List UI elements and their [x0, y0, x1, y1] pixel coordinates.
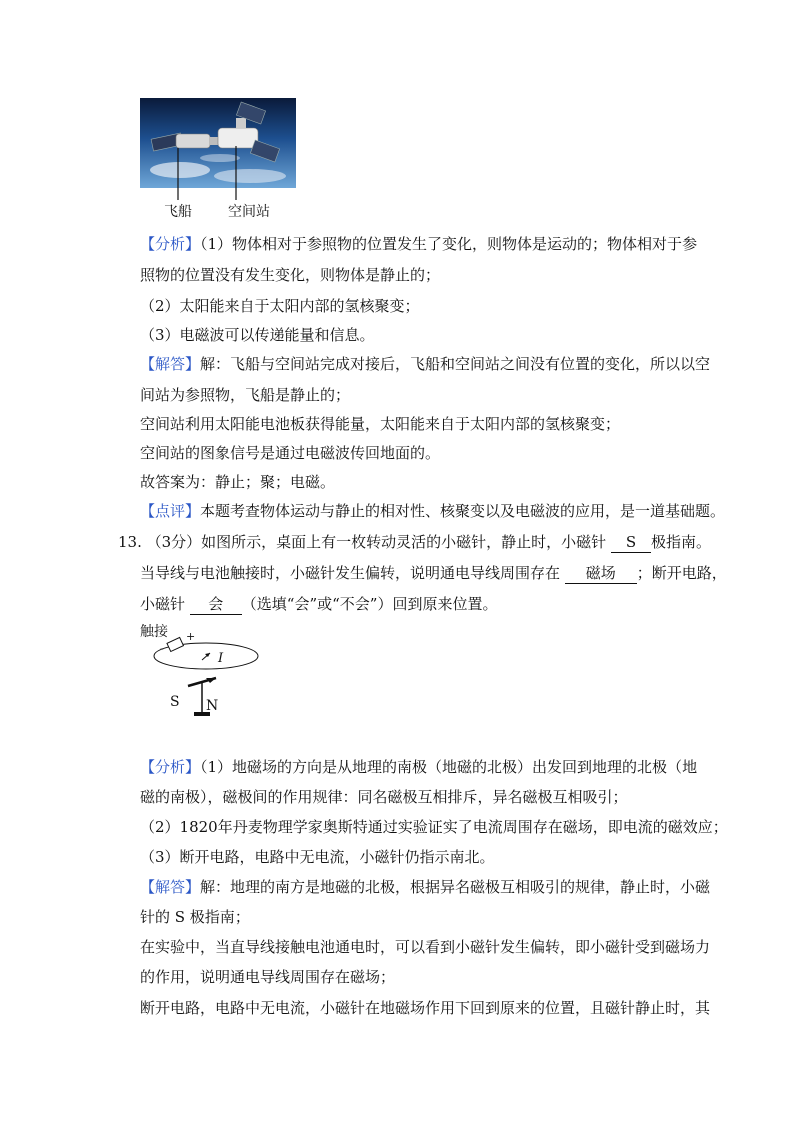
- spacecraft-docking-figure: [140, 98, 296, 220]
- analysis13-line-2: 磁的南极），磁极间的作用规律：同名磁极互相排斥，异名磁极互相吸引；: [140, 788, 628, 806]
- station-label: 空间站: [228, 204, 270, 220]
- plus-label: +: [186, 630, 196, 643]
- analysis-line-3: （2）太阳能来自于太阳内部的氢核聚变；: [140, 297, 420, 315]
- answer-line-3: 空间站利用太阳能电池板获得能量，太阳能来自于太阳内部的氢核聚变；: [140, 415, 621, 433]
- answer13-line-5: 断开电路，电路中无电流，小磁针在地磁场作用下回到原来的位置，且磁针静止时，其: [140, 999, 711, 1017]
- current-label: I: [218, 651, 224, 666]
- analysis-line-4: （3）电磁波可以传递能量和信息。: [140, 326, 375, 344]
- touch-label: 触接: [140, 624, 168, 640]
- comment-tag: 【点评】: [140, 502, 201, 520]
- question13-line-2: 当导线与电池触接时，小磁针发生偏转，说明通电导线周围存在 磁场 ；断开电路，: [140, 564, 727, 582]
- analysis-line-2: 照物的位置没有发生变化，则物体是静止的；: [140, 266, 441, 284]
- question13-line-3: 小磁针 会 （选填“会”或“不会”）回到原来位置。: [140, 595, 498, 613]
- analysis13-tag: 【分析】: [140, 758, 201, 776]
- answer-blank-3: 会: [190, 594, 242, 615]
- answer-line-2: 间站为参照物，飞船是静止的；: [140, 386, 351, 404]
- answer-line-5: 故答案为：静止；聚；电磁。: [140, 473, 336, 491]
- comment-line-1: 【点评】本题考查物体运动与静止的相对性、核聚变以及电磁波的应用，是一道基础题。: [140, 502, 726, 520]
- north-pole-label: N: [206, 698, 219, 714]
- minus-label: -: [160, 642, 164, 655]
- south-pole-label: S: [170, 694, 180, 710]
- answer-line-1: 【解答】解：飞船与空间站完成对接后，飞船和空间站之间没有位置的变化，所以以空: [140, 355, 711, 373]
- answer-tag: 【解答】: [140, 355, 201, 373]
- compass-wire-figure: [140, 620, 260, 720]
- analysis-tag: 【分析】: [140, 235, 201, 253]
- answer13-line-4: 的作用，说明通电导线周围存在磁场；: [140, 968, 396, 986]
- answer13-line-2: 针的 S 极指南；: [140, 908, 250, 926]
- answer-blank-1: S: [611, 532, 651, 553]
- ship-label: 飞船: [164, 204, 192, 220]
- answer-blank-2: 磁场: [565, 563, 637, 584]
- analysis13-line-3: （2）1820年丹麦物理学家奥斯特通过实验证实了电流周围存在磁场，即电流的磁效应；: [140, 818, 728, 836]
- analysis13-line-1: 【分析】（1）地磁场的方向是从地理的南极（地磁的北极）出发回到地理的北极（地: [140, 758, 698, 776]
- compass-wire-diagram: [140, 620, 260, 720]
- analysis-line-1: 【分析】（1）物体相对于参照物的位置发生了变化，则物体是运动的；物体相对于参: [140, 235, 698, 253]
- answer-line-4: 空间站的图象信号是通过电磁波传回地面的。: [140, 444, 441, 462]
- question-number: 13.: [118, 533, 142, 551]
- answer13-tag: 【解答】: [140, 878, 201, 896]
- question13-line-1: 13. （3分）如图所示，桌面上有一枚转动灵活的小磁针，静止时，小磁针 S 极指南。: [118, 533, 711, 551]
- answer13-line-3: 在实验中，当直导线接触电池通电时，可以看到小磁针发生偏转，即小磁针受到磁场力: [140, 938, 711, 956]
- analysis13-line-4: （3）断开电路，电路中无电流，小磁针仍指示南北。: [140, 848, 495, 866]
- battery-icon: [167, 637, 183, 651]
- answer13-line-1: 【解答】解：地理的南方是地磁的北极，根据异名磁极互相吸引的规律，静止时，小磁: [140, 878, 711, 896]
